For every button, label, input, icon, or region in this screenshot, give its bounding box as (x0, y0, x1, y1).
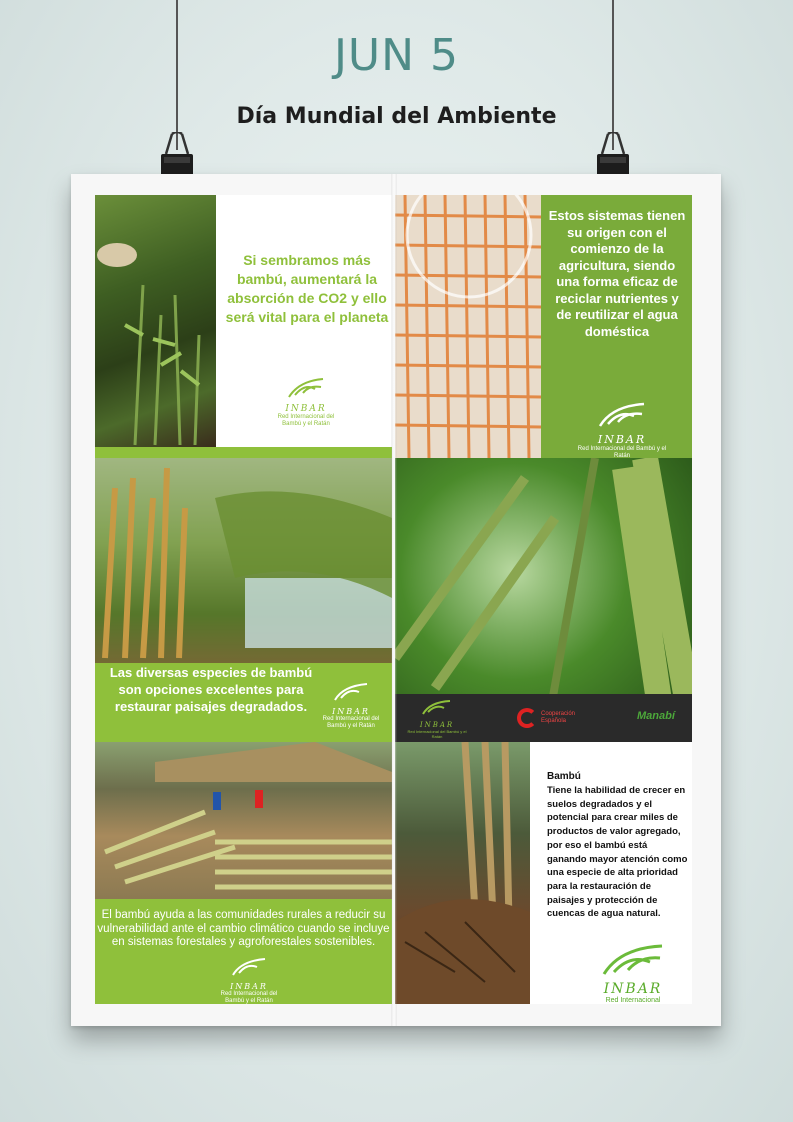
panel-photo-bamboo-shoots (95, 195, 216, 447)
date-heading: JUN 5 (333, 30, 460, 81)
inbar-logo (219, 955, 279, 1004)
cooperacion-label: Cooperación Española (541, 711, 576, 724)
logo-word: INBAR (332, 707, 370, 716)
panel-bottom-strip (95, 447, 392, 458)
poster (71, 174, 721, 1026)
cooperacion-circle-icon (517, 708, 537, 728)
logo-subtitle: Red Internacional del Bambú y el Ratán (407, 729, 467, 739)
logo-subtitle: Red Internacional del Bambú y el Ratán (322, 716, 380, 729)
panel-co2-text: Si sembramos más bambú, aumentará la absorción de CO2 y ello será vital para el planeta (225, 252, 389, 325)
inbar-logo (271, 375, 341, 428)
bamboo-leaf-icon (331, 680, 371, 702)
logo-subtitle: Red Internacional del Bambú y el Ratán (220, 991, 278, 1004)
page-subtitle: Día Mundial del Ambiente (236, 104, 557, 129)
panel-co2 (95, 195, 392, 458)
logo-word: INBAR (597, 433, 647, 446)
panel-communities (95, 742, 392, 1004)
panel-bambu-text: Tiene la habilidad de crecer en suelos degradados y el potencial para crear miles de productos de valor agregado, por eso el bambú está ganando mayor atención como una especie de alta prioridad para la restauración de paisajes y protección de cuencas de agua natural. (547, 785, 688, 920)
bamboo-leaf-icon (598, 942, 668, 976)
poster-fold (391, 174, 397, 1026)
panel-photo-net (395, 195, 541, 458)
logo-word: INBAR (285, 404, 327, 414)
bamboo-leaf-icon (420, 698, 454, 716)
logo-word: INBAR (419, 721, 455, 729)
logo-subtitle: Red Internacional del Bambú y el Ratán (277, 414, 335, 427)
panel-photo-bamboo-stacks (95, 742, 392, 899)
panel-restoration (95, 458, 392, 742)
inbar-logo (583, 942, 683, 1004)
bamboo-leaf-icon (285, 375, 327, 399)
inbar-logo (577, 400, 667, 458)
bamboo-leaf-icon (596, 400, 648, 428)
cooperacion-espanola-logo (517, 708, 585, 728)
panel-restoration-text: Las diversas especies de bambú son opciones excelentes para restaurar paisajes degradados. (109, 665, 313, 714)
inbar-logo (407, 698, 467, 739)
panel-communities-text: El bambú ayuda a las comunidades rurales a reducir su vulnerabilidad ante el cambio climático cuando se incluye en sistemas forestales y agroforestales sostenibles. (97, 909, 390, 948)
logo-subtitle: Red Internacional (605, 997, 661, 1004)
logo-word: INBAR (230, 982, 268, 991)
panel-agriculture (395, 195, 692, 458)
panel-canopy (395, 458, 692, 742)
hanging-string-right (612, 0, 614, 150)
panel-agriculture-text: Estos sistemas tienen su origen con el comienzo de la agricultura, siendo una forma eficaz de reciclar nutrientes y de reutilizar el agua doméstica (548, 208, 686, 339)
inbar-logo (315, 680, 387, 730)
logo-word: INBAR (603, 981, 663, 997)
hanging-string-left (176, 0, 178, 150)
manabi-logo: Manabí (637, 710, 675, 722)
panel-bambu-title: Bambú (547, 771, 581, 782)
logo-subtitle: Red Internacional del Bambú y el Ratán (577, 446, 667, 458)
bamboo-leaf-icon (229, 955, 269, 977)
panel-photo-bamboo-roots (395, 742, 530, 1004)
panel-bambu-info (395, 742, 692, 1004)
panel-partner-bar (395, 694, 692, 742)
